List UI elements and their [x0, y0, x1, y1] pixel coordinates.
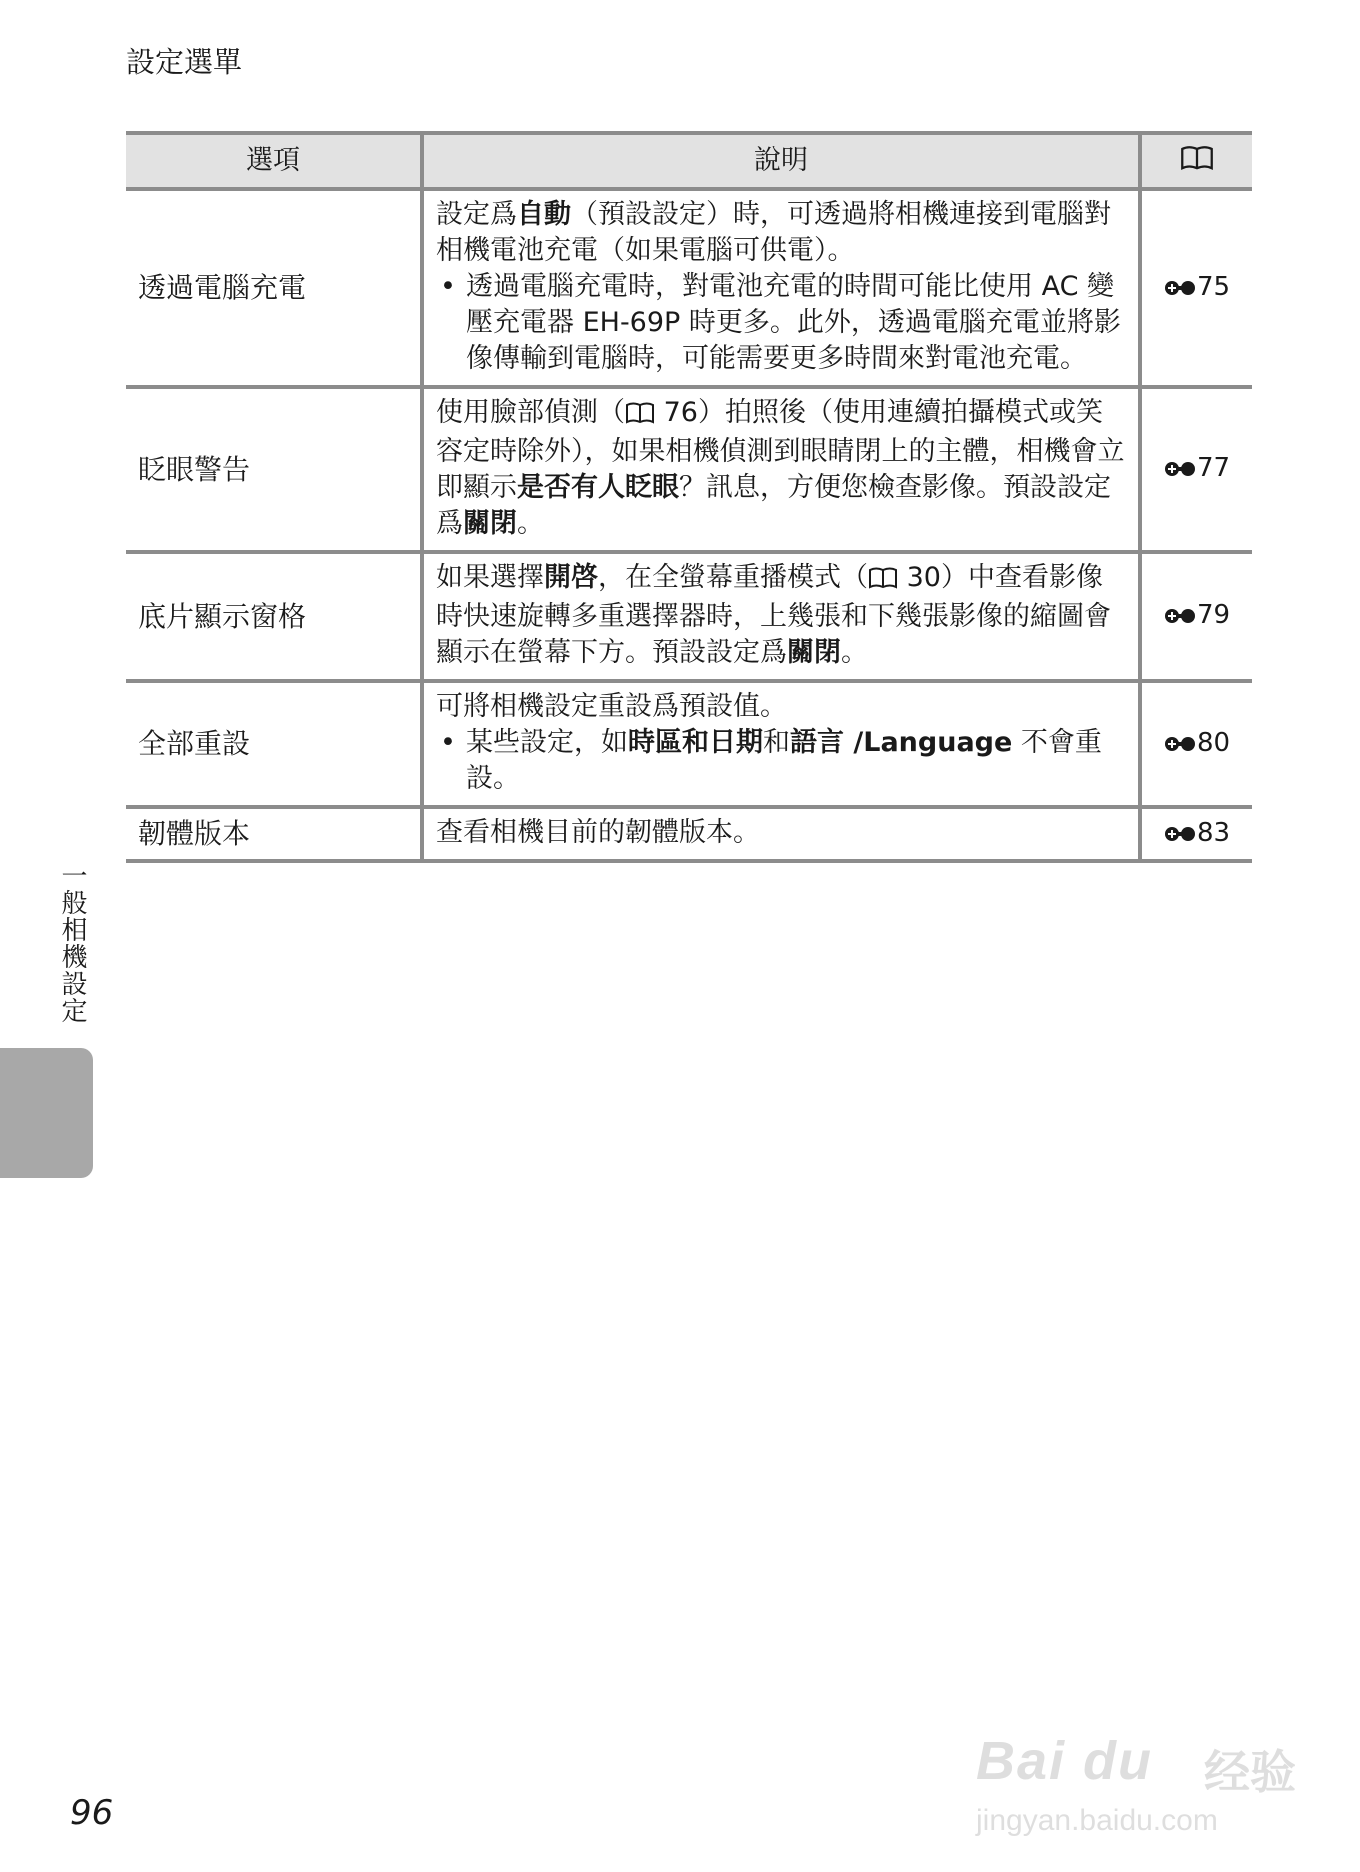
page-ref-cell [1140, 552, 1252, 681]
table-row [126, 189, 1252, 387]
page-ref: 83 [1196, 817, 1231, 848]
reference-section-icon [1164, 818, 1196, 854]
table-row [126, 552, 1252, 681]
page-ref: 75 [1196, 271, 1231, 302]
page-ref-cell [1140, 387, 1252, 552]
section-title: 設定選單 [126, 45, 243, 79]
header-description: 說明 [422, 133, 1140, 189]
page-number: 96 [70, 1793, 114, 1833]
header-page-ref [1140, 133, 1252, 189]
settings-table [126, 131, 1252, 863]
table-row [126, 807, 1252, 861]
table-row [126, 681, 1252, 807]
watermark-cn: 经验 [1204, 1745, 1296, 1799]
description-cell: 查看相機目前的韌體版本。 [422, 807, 1140, 861]
reference-section-icon [1164, 453, 1196, 489]
description-cell: 如果選擇開啓，在全螢幕重播模式（ 30）中查看影像時快速旋轉多重選擇器時，上幾張和下幾張影像的縮圖會顯示在螢幕下方。預設設定爲關閉。 [422, 552, 1140, 681]
header-option: 選項 [126, 133, 422, 189]
side-tab [0, 1048, 93, 1178]
watermark-url: jingyan.baidu.com [976, 1804, 1218, 1837]
table-row [126, 387, 1252, 552]
side-tab-label: 一般相機設定 [57, 862, 87, 1024]
watermark-logo: Bai du [976, 1731, 1154, 1791]
option-cell: 底片顯示窗格 [126, 552, 422, 681]
page-ref: 79 [1196, 600, 1231, 630]
description-cell: 可將相機設定重設爲預設值。 • 某些設定，如時區和日期和語言 /Language 不會重設。 [422, 681, 1140, 807]
reference-section-icon [1164, 600, 1196, 636]
book-icon [625, 398, 655, 434]
reference-section-icon [1164, 272, 1196, 308]
watermark [976, 1700, 1296, 1850]
page-ref-cell [1140, 681, 1252, 807]
description-cell: 使用臉部偵測（ 76）拍照後（使用連續拍攝模式或笑容定時除外），如果相機偵測到眼睛閉上的主體，相機會立即顯示是否有人眨眼？訊息，方便您檢查影像。預設設定爲關閉。 [422, 387, 1140, 552]
option-cell: 韌體版本 [126, 807, 422, 861]
page-ref-cell [1140, 189, 1252, 387]
description-cell: 設定爲自動（預設設定）時，可透過將相機連接到電腦對相機電池充電（如果電腦可供電）。 • 透過電腦充電時，對電池充電的時間可能比使用 AC 變壓充電器 EH-69P 時更多。此外，透過電腦充電並將影像傳輸到電腦時，可能需要更多時間來對電池充電。 [422, 189, 1140, 387]
book-icon [868, 563, 898, 599]
page-ref-cell [1140, 807, 1252, 861]
book-icon [1180, 145, 1214, 181]
option-cell: 全部重設 [126, 681, 422, 807]
option-cell: 透過電腦充電 [126, 189, 422, 387]
page-ref: 77 [1196, 453, 1231, 483]
table-header-row [126, 133, 1252, 189]
reference-section-icon [1164, 728, 1196, 764]
page-ref: 80 [1196, 727, 1231, 758]
option-cell: 眨眼警告 [126, 387, 422, 552]
